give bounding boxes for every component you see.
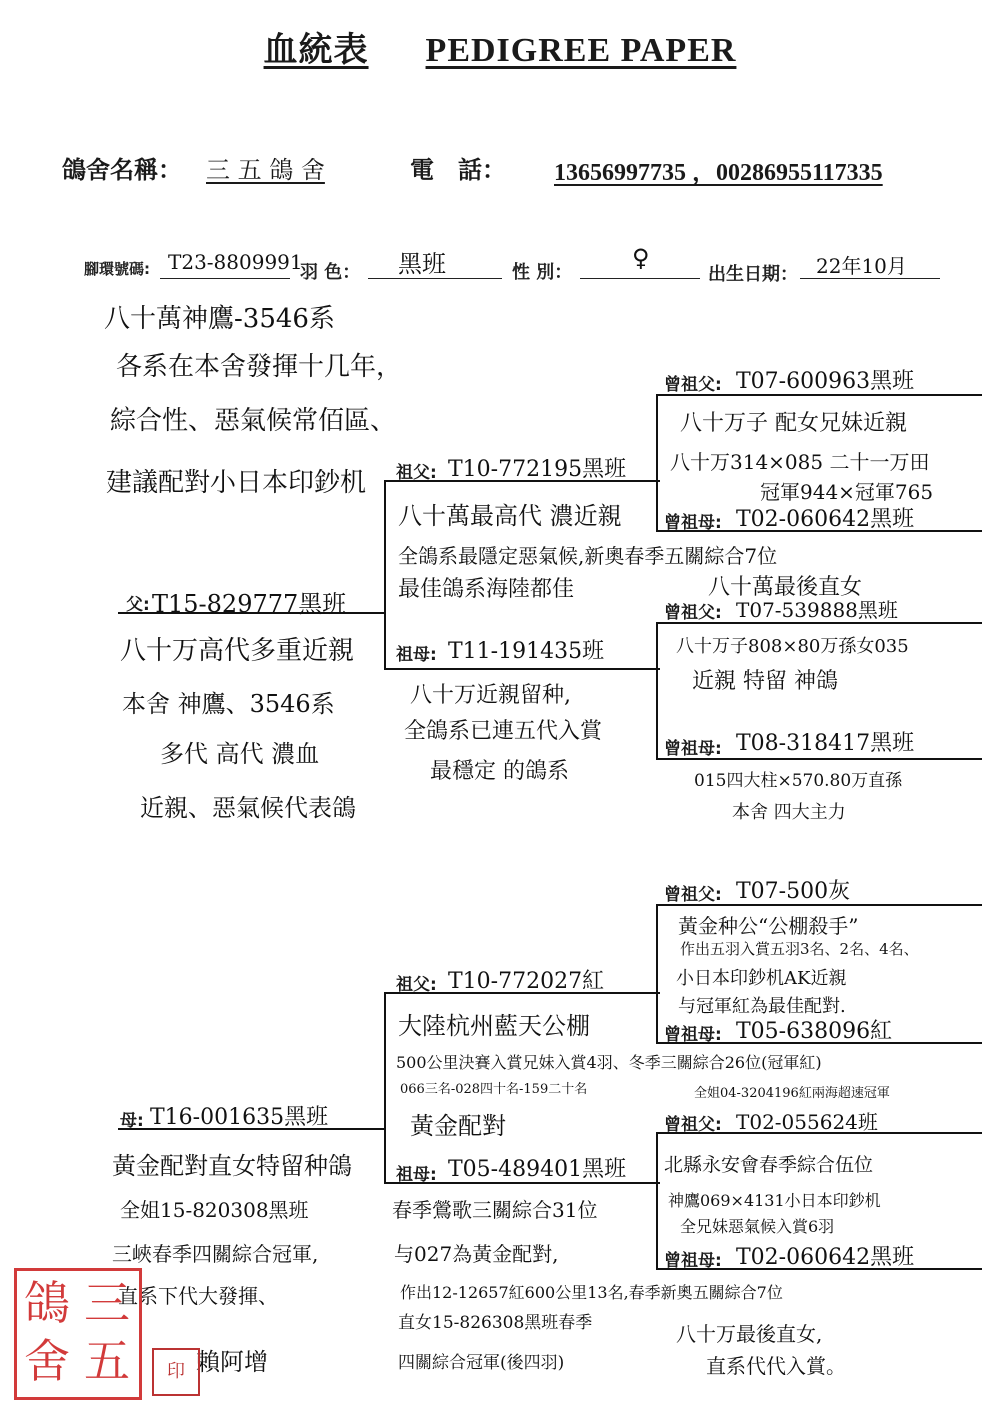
dam-ring: T16-001635黑班 (150, 1105, 329, 1130)
sd-sire-note-2: 近親 特留 神鴿 (692, 669, 838, 694)
sire-dam-note-2: 全鴿系已連五代入賞 (404, 719, 603, 744)
ss-bracket (656, 394, 658, 532)
self-note-2: 各系在本舍發揮十几年， (116, 352, 403, 382)
sex-value: ♀ (632, 244, 650, 272)
sire-bracket (384, 480, 386, 670)
sd-sire-label: 曾祖父: (664, 603, 722, 623)
dam-note-2: 全姐15-820308黑班 (120, 1198, 309, 1222)
color-underline (368, 278, 502, 279)
dam-dam-ring: T05-489401黑班 (448, 1157, 627, 1182)
dam-dam-label: 祖母: (396, 1165, 437, 1185)
dd-sire-note-2: 神鷹069×4131小日本印鈔机 (668, 1191, 881, 1210)
sd-bracket (656, 622, 658, 760)
dd-dam-label: 曾祖母: (664, 1251, 722, 1271)
dam-dam-note-1: 春季鶯歌三關綜合31位 (392, 1198, 598, 1222)
self-note-4: 建議配對小日本印鈔机 (106, 468, 367, 498)
ring-label: 腳環號碼: (84, 260, 150, 278)
dd-bracket (656, 1132, 658, 1270)
self-note-3: 綜合性、惡氣候常佰區、 (110, 406, 397, 436)
dd-sire-ring: T02-055624班 (736, 1110, 878, 1134)
sire-dam-line (384, 668, 660, 670)
ds-sire-label: 曾祖父: (664, 885, 722, 905)
dam-dam-note-4: 直女15-826308黑班春季 (398, 1313, 593, 1333)
loft-label: 鴿舍名稱： (62, 156, 182, 184)
ss-sire-note-1: 八十万子 配女兄妹近親 (680, 411, 907, 436)
dam-note-4: 直系下代大發揮、 (118, 1284, 278, 1308)
phone-label: 電 話： (410, 156, 506, 184)
ss-sire-note-3: 冠軍944×冠軍765 (760, 480, 934, 504)
sire-sire-label: 祖父: (396, 463, 437, 483)
sire-note-1: 八十万高代多重近親 (120, 636, 355, 666)
dd-dam-note-2: 直系代代入賞。 (706, 1354, 846, 1378)
sd-dam-ring: T08-318417黑班 (736, 731, 915, 756)
birth-label: 出生日期： (708, 264, 798, 285)
stamp-char-2: 三 (84, 1276, 130, 1330)
sire-sire-ring: T10-772195黑班 (448, 457, 627, 482)
page-title (0, 22, 1000, 71)
ds-dam-label: 曾祖母: (664, 1025, 722, 1045)
ss-dam-note-1: 八十萬最後直女 (708, 575, 863, 600)
ss-sire-ring: T07-600963黑班 (736, 369, 915, 394)
dam-sire-ring: T10-772027紅 (448, 969, 605, 994)
ring-underline (160, 278, 290, 279)
sire-ring: T15-829777黑班 (152, 590, 347, 618)
sire-note-4: 近親、惡氣候代表鴿 (140, 794, 356, 822)
ss-sire-note-2: 八十万314×085 二十一万田 (670, 450, 930, 474)
dam-bracket (384, 992, 386, 1184)
name-seal-icon: 印 (152, 1348, 200, 1396)
sire-note-3: 多代 高代 濃血 (160, 740, 320, 768)
birth-underline (800, 278, 940, 279)
owner-signature: 賴阿增 (196, 1348, 268, 1376)
ds-sire-note-3: 小日本印鈔机AK近親 (676, 968, 847, 989)
sire-label: 父: (126, 595, 150, 615)
dam-sire-note-2: 500公里決賽入賞兄妹入賞4羽、冬季三關綜合26位(冠軍紅) (396, 1053, 822, 1072)
sd-dam-note-1: 015四大柱×570.80万直孫 (694, 771, 903, 791)
sd-sire-ring: T07-539888黑班 (736, 598, 898, 622)
ss-dam-label: 曾祖母: (664, 513, 722, 533)
ds-sire-note-1: 黃金种公“公棚殺手” (678, 914, 859, 938)
sire-note-2: 本舍 神鷹、3546系 (122, 690, 335, 718)
ring-value: T23-8809991 (168, 250, 303, 274)
self-note-1: 八十萬神鷹-3546系 (104, 304, 335, 334)
ds-sire-note-2: 作出五羽入賞五羽3名、2名、4名、 (680, 940, 919, 958)
ds-sire-note-4: 与冠軍紅為最佳配對. (678, 996, 846, 1017)
sire-sire-note-2: 全鴿系最隱定惡氣候,新奧春季五關綜合7位 (398, 544, 778, 568)
loft-seal-stamp (14, 1268, 142, 1400)
sex-label: 性 別： (512, 262, 573, 283)
dam-dam-note-2: 与027為黃金配對, (394, 1242, 559, 1266)
sire-sire-note-1: 八十萬最高代 濃近親 (398, 502, 622, 530)
sire-dam-note-1: 八十万近親留种, (410, 683, 571, 708)
ss-sire-label: 曾祖父: (664, 375, 722, 395)
stamp-char-4: 五 (84, 1334, 130, 1388)
sire-sire-note-3: 最佳鴿系海陸都佳 (398, 577, 575, 602)
sd-dam-label: 曾祖母: (664, 739, 722, 759)
ds-bracket (656, 904, 658, 1044)
dd-dam-note-1: 八十万最後直女, (676, 1322, 823, 1346)
ds-dam-ring: T05-638096紅 (736, 1019, 893, 1044)
title-cn: 血統表 (263, 32, 369, 69)
dam-label: 母: (120, 1111, 144, 1131)
dd-sire-note-3: 全兄妹惡氣候入賞6羽 (680, 1217, 835, 1236)
dam-sire-note-1: 大陸杭州藍天公棚 (398, 1012, 590, 1040)
sex-underline (580, 278, 700, 279)
sd-dam-note-2: 本舍 四大主力 (732, 802, 846, 823)
dd-dam-ring: T02-060642黑班 (736, 1245, 915, 1270)
dam-dam-note-5: 四關綜合冠軍(後四羽) (398, 1353, 565, 1373)
color-label: 羽 色： (300, 262, 361, 283)
ds-sire-ring: T07-500灰 (736, 879, 851, 904)
ds-dam-note-1: 全姐04-3204196紅兩海超速冠軍 (694, 1086, 890, 1101)
ss-dam-ring: T02-060642黑班 (736, 507, 915, 532)
dam-dam-note-3: 作出12-12657紅600公里13名,春季新奧五關綜合7位 (400, 1283, 783, 1302)
birth-value: 22年10月 (816, 254, 907, 278)
sd-sire-note-1: 八十万子808×80万孫女035 (676, 636, 909, 657)
stamp-char-1: 鴿 (24, 1276, 70, 1330)
phone-value: 13656997735 ，00286955117335 (554, 160, 883, 186)
sire-dam-label: 祖母: (396, 645, 437, 665)
sire-dam-note-3: 最穩定 的鴿系 (430, 759, 569, 784)
loft-name: 三 五 鴿 舍 (206, 156, 325, 184)
dd-sire-label: 曾祖父: (664, 1115, 722, 1135)
color-value: 黑班 (398, 250, 446, 278)
stamp-char-3: 舍 (24, 1334, 70, 1388)
dam-note-1: 黃金配對直女特留种鴿 (112, 1152, 352, 1180)
dam-note-3: 三峽春季四關綜合冠軍, (112, 1242, 319, 1266)
dam-sire-label: 祖父: (396, 975, 437, 995)
dd-sire-note-1: 北縣永安會春季綜合伍位 (664, 1154, 874, 1176)
dam-sire-note-4: 黃金配對 (410, 1112, 506, 1140)
dam-sire-note-3: 066三名-028四十名-159二十名 (400, 1082, 588, 1097)
sire-dam-ring: T11-191435班 (448, 639, 605, 664)
title-en: PEDIGREE PAPER (425, 32, 737, 69)
